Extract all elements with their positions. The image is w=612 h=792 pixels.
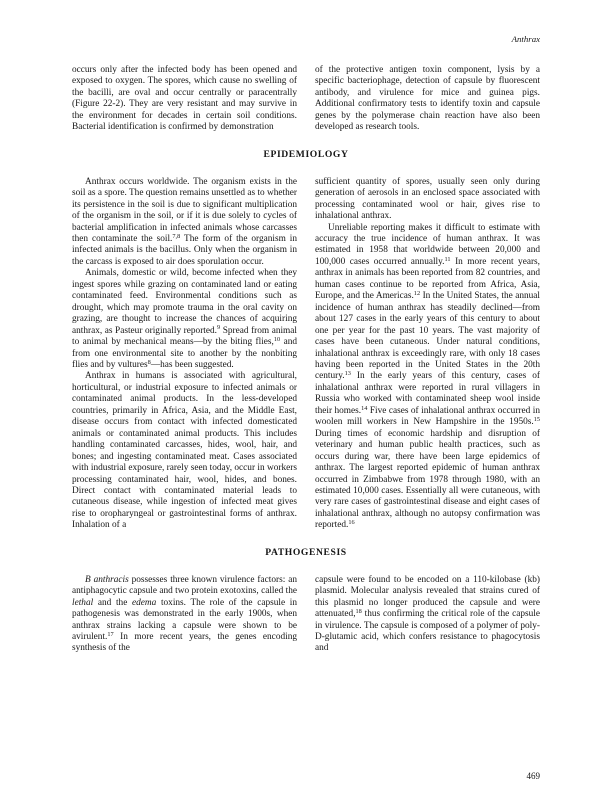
paragraph: Anthrax in humans is associated with agricultural, horticultural, or industrial exposure to infected animals or contaminated animal products. In the less-developed countries, primarily in Africa, Asia, and the Middle East, disease occurs from contact with infected domesticated animals or contaminated animal products. This includes handling contaminated carcasses, hides, wool, hair, and bones; and ingesting contaminated meat. Cases associated with industrial exposure, rarely seen today, occur in workers processing contaminated hair, wool, hides, and bones. Direct contact with contaminated material leads to cutaneous disease, while ingestion of infected meat gives rise to oropharyngeal or gastrointestinal forms of anthrax. Inhalation of a (72, 371, 297, 531)
epidemiology-right-column (315, 177, 540, 532)
epidemiology-left-column (72, 177, 297, 532)
paragraph: capsule were found to be encoded on a 110-kilobase (kb) plasmid. Molecular analysis revealed that strains cured of this plasmid no longer produced the capsule and were attenuated,$^{18}$ thus confirming the critical role of the capsule in virulence. The capsule is composed of a polymer of poly-D-glutamic acid, which confers resistance to phagocytosis and (315, 574, 540, 654)
section-heading-epidemiology: EPIDEMIOLOGY (263, 148, 349, 160)
intro-section (72, 65, 540, 134)
pathogenesis-section (72, 575, 540, 655)
pathogenesis-right-column (315, 575, 540, 655)
page-content (72, 34, 540, 655)
paragraph: of the protective antigen toxin component, lysis by a specific bacteriophage, detection of capsule by fluorescent antibody, and virulence for mice and guinea pigs. Additional confirmatory tests to identify toxin and capsule genes by the polymerase chain reaction have also been developed as research tools. (315, 65, 540, 133)
paragraph: occurs only after the infected body has been opened and exposed to oxygen. The spores, which cause no swelling of the bacilli, are oval and occur centrally or paracentrally (Figure 22-2). They are very resistant and may survive in the environment for decades in certain soil conditions. Bacterial identification is confirmed by demonstration (72, 65, 297, 133)
paragraph: Unreliable reporting makes it difficult to estimate with accuracy the true incidence of human anthrax. It was estimated in 1958 that worldwide between 20,000 and 100,000 cases occurred annually.$^{11}$ In more recent years, anthrax in animals has been reported from 82 countries, and human cases continue to be reported from Africa, Asia, Europe, and the Americas.$^{12}$ In the United States, the annual incidence of human anthrax has steadily declined—from about 127 cases in the early years of this century to about one per year for the past 10 years. The vast majority of cases have been cutaneous. Under natural conditions, inhalational anthrax is exceedingly rare, with only 18 cases having been reported in the United States in the 20th century.$^{13}$ In the early years of this century, cases of inhalational anthrax were reported in rural villagers in Russia who worked with contaminated sheep wool inside their homes.$^{14}$ Five cases of inhalational anthrax occurred in woolen mill workers in New Hampshire in the 1950s.$^{15}$ During times of economic hardship and disruption of veterinary and human public health practices, such as occurs during war, there have been large epidemics of anthrax. The largest reported epidemic of human anthrax occurred in Zimbabwe from 1978 through 1980, with an estimated 10,000 cases. Essentially all were cutaneous, with very rare cases of gastrointestinal disease and eight cases of inhalational anthrax, although no autopsy confirmation was reported.$^{16}$ (315, 222, 540, 531)
paragraph: sufficient quantity of spores, usually seen only during generation of aerosols in an enclosed space associated with processing contaminated wool or hair, gives rise to inhalational anthrax. (315, 176, 540, 222)
running-head: Anthrax (511, 34, 540, 44)
epidemiology-section (72, 177, 540, 532)
paragraph: Animals, domestic or wild, become infected when they ingest spores while grazing on contaminated land or eating contaminated feed. Environmental conditions such as drought, which may promote trauma in the oral cavity on grazing, are thought to increase the chances of acquiring anthrax, as Pasteur originally reported.$^9$ Spread from animal to animal by mechanical means—by the biting flies,$^{10}$ and from one environmental site to another by the nonbiting flies and by vultures$^8$—has been suggested. (72, 268, 298, 370)
pathogenesis-left-column (72, 575, 297, 655)
intro-left-column (72, 65, 297, 134)
paragraph: Anthrax occurs worldwide. The organism exists in the soil as a spore. The question remains unsettled as to whether its persistence in the soil is due to significant multiplication of the organism in the soil, or if it is due solely to cycles of bacterial amplification in infected animals whose carcasses then contaminate the soil.$^{7,8}$ The form of the organism in infected animals is the bacillus. Only when the organism in the carcass is exposed to air does sporulation occur. (72, 176, 297, 267)
intro-right-column (315, 65, 540, 134)
page-number: 469 (526, 771, 540, 781)
paragraph: B anthracis possesses three known virulence factors: an antiphagocytic capsule and two protein exotoxins, called the lethal and the edema toxins. The role of the capsule in pathogenesis was demonstrated in the early 1900s, when anthrax strains lacking a capsule were shown to be avirulent.$^{17}$ In more recent years, the genes encoding synthesis of the (72, 574, 297, 654)
section-heading-pathogenesis: PATHOGENESIS (265, 546, 347, 558)
